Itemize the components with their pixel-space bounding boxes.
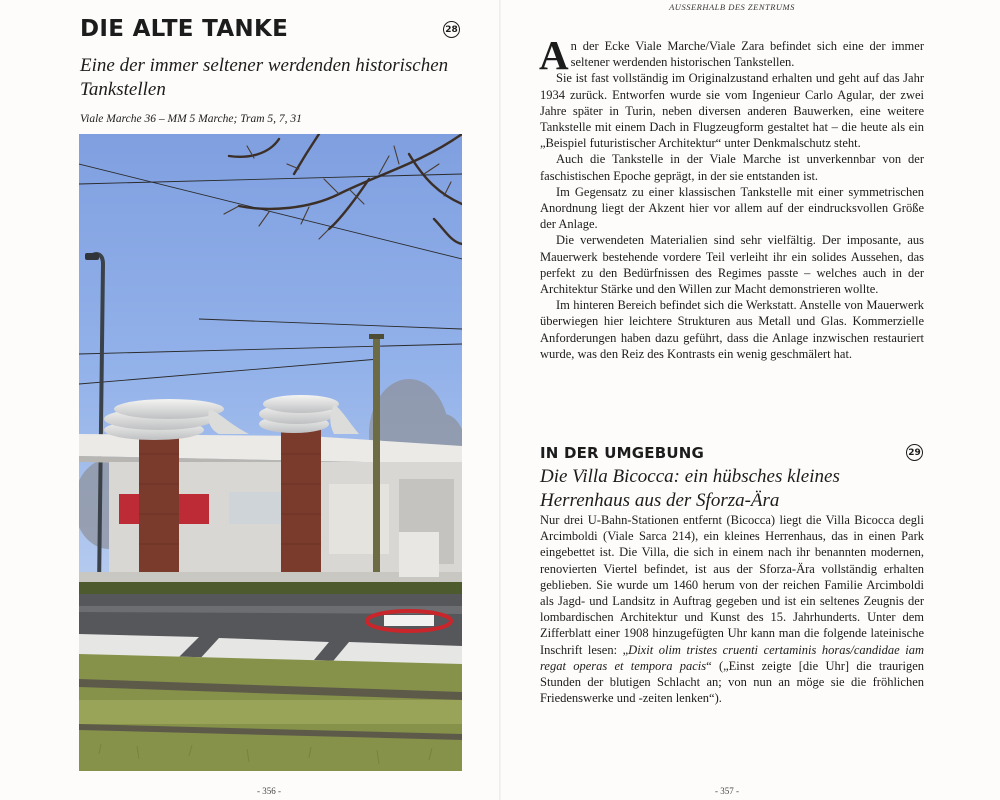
right-page [500, 0, 1000, 800]
paragraph: Sie ist fast vollständig im Originalzustand erhalten und geht auf das Jahr 1934 zurück. Entworfen wurde sie vom Ingenieur Carlo Agular, der zwei Jahre später in Turin, neben diversen anderen Bauwerken, eine weitere Tankstelle mit einem Dach in Flugzeugform gestaltet hat – die heute als ein „Beispiel futuristischer Architektur“ unter Denkmalschutz steht. [540, 71, 924, 151]
page-number: - 356 - [257, 786, 281, 796]
section-text-part: Nur drei U-Bahn-Stationen entfernt (Bicocca) liegt die Villa Bicocca degli Arcimboldi (Viale Sarca 214), ein kleines Herrenhaus, das in einen Park eingebettet ist. Die Villa, die sich in einem nach ihr benannten modernen, renovierten Viertel befindet, ist aus der Sforza-Ära vollständig erhalten geblieben. Sie wurde um 1460 herum von der reichen Familie Arcimboldi als Jagd- und Landsitz in Auftrag gegeben und ist ein seltenes Zeugnis der lombardischen Architektur und Kunst des 15. Jahrhunderts. Unter dem Zifferblatt einer 1908 hinzugefügten Uhr kann man die folgende lateinische Inschrift lesen: „ [540, 513, 924, 657]
drop-cap: A [539, 32, 569, 78]
main-article-text [539, 32, 924, 362]
section-paragraph [540, 512, 924, 706]
entry-number-badge: 29 [906, 444, 923, 461]
paragraph: Die verwendeten Materialien sind sehr vielfältig. Der imposante, aus Mauerwerk bestehende vordere Teil verleiht ihr ein solides Aussehen, das perfekt zu den Bedürfnissen des Regimes passte – welches auch in der Architektur Stärke und den Willen zur Macht demonstrieren wollte. [540, 233, 924, 297]
paragraph: Im Gegensatz zu einer klassischen Tankstelle mit einer symmetrischen Anordnung liegt der Akzent hier vor allem auf der eindrucksvollen Größe der Anlage. [540, 184, 924, 232]
section-subtitle: Die Villa Bicocca: ein hübsches kleines Herrenhaus aus der Sforza-Ära [540, 466, 840, 511]
paragraph: Auch die Tankstelle in der Viale Marche ist unverkennbar von der faschistischen Epoche geprägt, in der sie entstanden ist. [540, 152, 924, 183]
latin-inscription: Dixit olim tristes cruenti certaminis horas/candidae iam regat operas et tempora pacis [540, 642, 924, 673]
section-text-part: “ („Einst zeigte [die Uhr] die traurigen Stunden der blutigen Schlacht an; von nun an möge sie die fröhlichen Friedenswerke und -zeiten lenken“). [540, 658, 924, 706]
section-heading: IN DER UMGEBUNG [540, 444, 704, 462]
section-text [540, 512, 924, 706]
page-number: - 357 - [715, 786, 739, 796]
paragraph: Im hinteren Bereich befindet sich die Werkstatt. Anstelle von Mauerwerk überwiegen hier leichtere Strukturen aus Metall und Glas. Kommerzielle Anforderungen haben dazu geführt, dass die Anlage inzwischen restauriert wurde, was den Reiz des Kontrasts ein wenig geschmälert hat. [540, 298, 924, 361]
first-paragraph-text: n der Ecke Viale Marche/Viale Zara befindet sich eine der immer seltener werdenden historischen Tankstellen. [570, 39, 924, 70]
page-title: DIE ALTE TANKE [80, 16, 289, 42]
running-head: AUSSERHALB DES ZENTRUMS [669, 2, 795, 12]
page-subtitle: Eine der immer seltener werdenden historischen Tankstellen [80, 55, 449, 100]
gas-station-photo [79, 134, 462, 771]
first-paragraph [539, 32, 924, 78]
entry-number-badge: 28 [443, 21, 460, 38]
address-line: Viale Marche 36 – MM 5 Marche; Tram 5, 7, 31 [80, 113, 302, 125]
